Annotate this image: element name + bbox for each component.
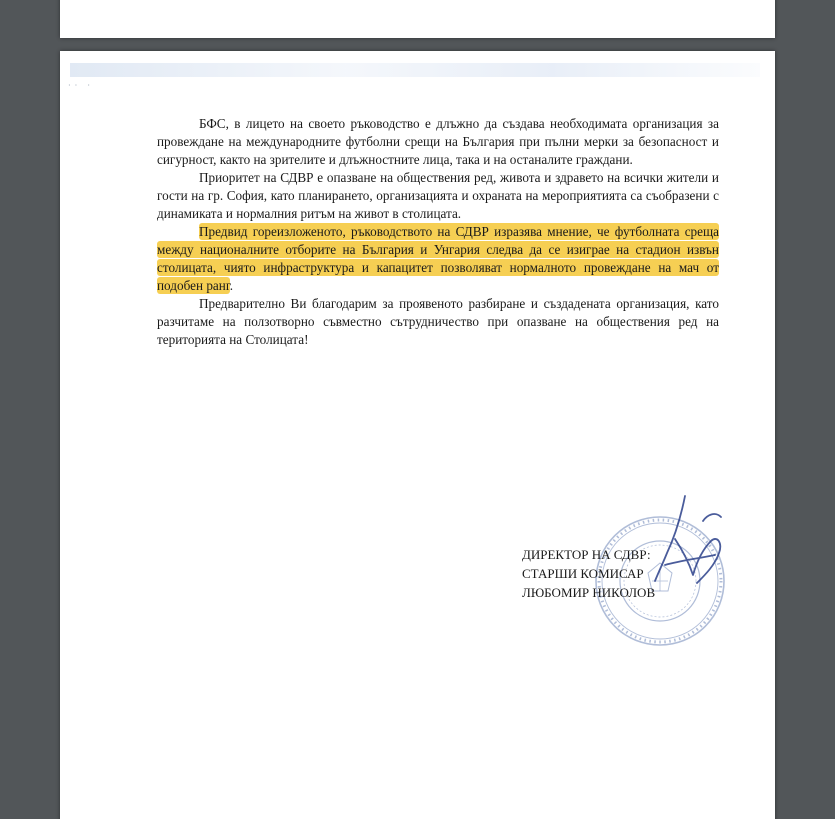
paragraph-priority: Приоритет на СДВР е опазване на обществения ред, живота и здравето на всички жители и гости на гр. София, като планирането, организацията и охраната на мероприятията са съобразени с динамиката и нормалния ритъм на живот в столицата.: [157, 170, 719, 221]
signature-rank: СТАРШИ КОМИСАР: [522, 566, 644, 581]
signature-block: [522, 545, 655, 602]
previous-page: [60, 0, 775, 38]
document-page: [60, 51, 775, 819]
signature-title: ДИРЕКТОР НА СДВР:: [522, 547, 651, 562]
paragraph-opinion-tail: .: [229, 278, 234, 293]
paragraph-thanks: Предварително Ви благодарим за проявеното разбиране и създадената организация, като разчитаме на ползотворно съвместно сътрудничество при опазване на обществения ред на територията на Столицата!: [157, 296, 719, 347]
paragraph-bfs: БФС, в лицето на своето ръководство е длъжно да създава необходимата организация за провеждане на международните футболни срещи на България при пълни мерки за безопасност и сигурност, както на зрителите и длъжностните лица, така и на останалите граждани.: [157, 116, 719, 167]
scan-artifact-dots: ·· ·: [68, 81, 94, 90]
letter-body: [157, 115, 719, 349]
highlighted-text: Предвид гореизложеното, ръководството на СДВР изразява мнение, че футболната среща между националните отборите на България и Унгария следва да се изиграе на стадион извън столицата, чиято инфраструктура и капацитет позволяват нормалното провеждане на мач от подобен ранг: [157, 224, 719, 293]
scan-artifact-band: [70, 63, 760, 77]
handwritten-signature-icon: [645, 491, 735, 606]
signature-name: ЛЮБОМИР НИКОЛОВ: [522, 585, 656, 600]
paragraph-opinion: [157, 223, 719, 295]
